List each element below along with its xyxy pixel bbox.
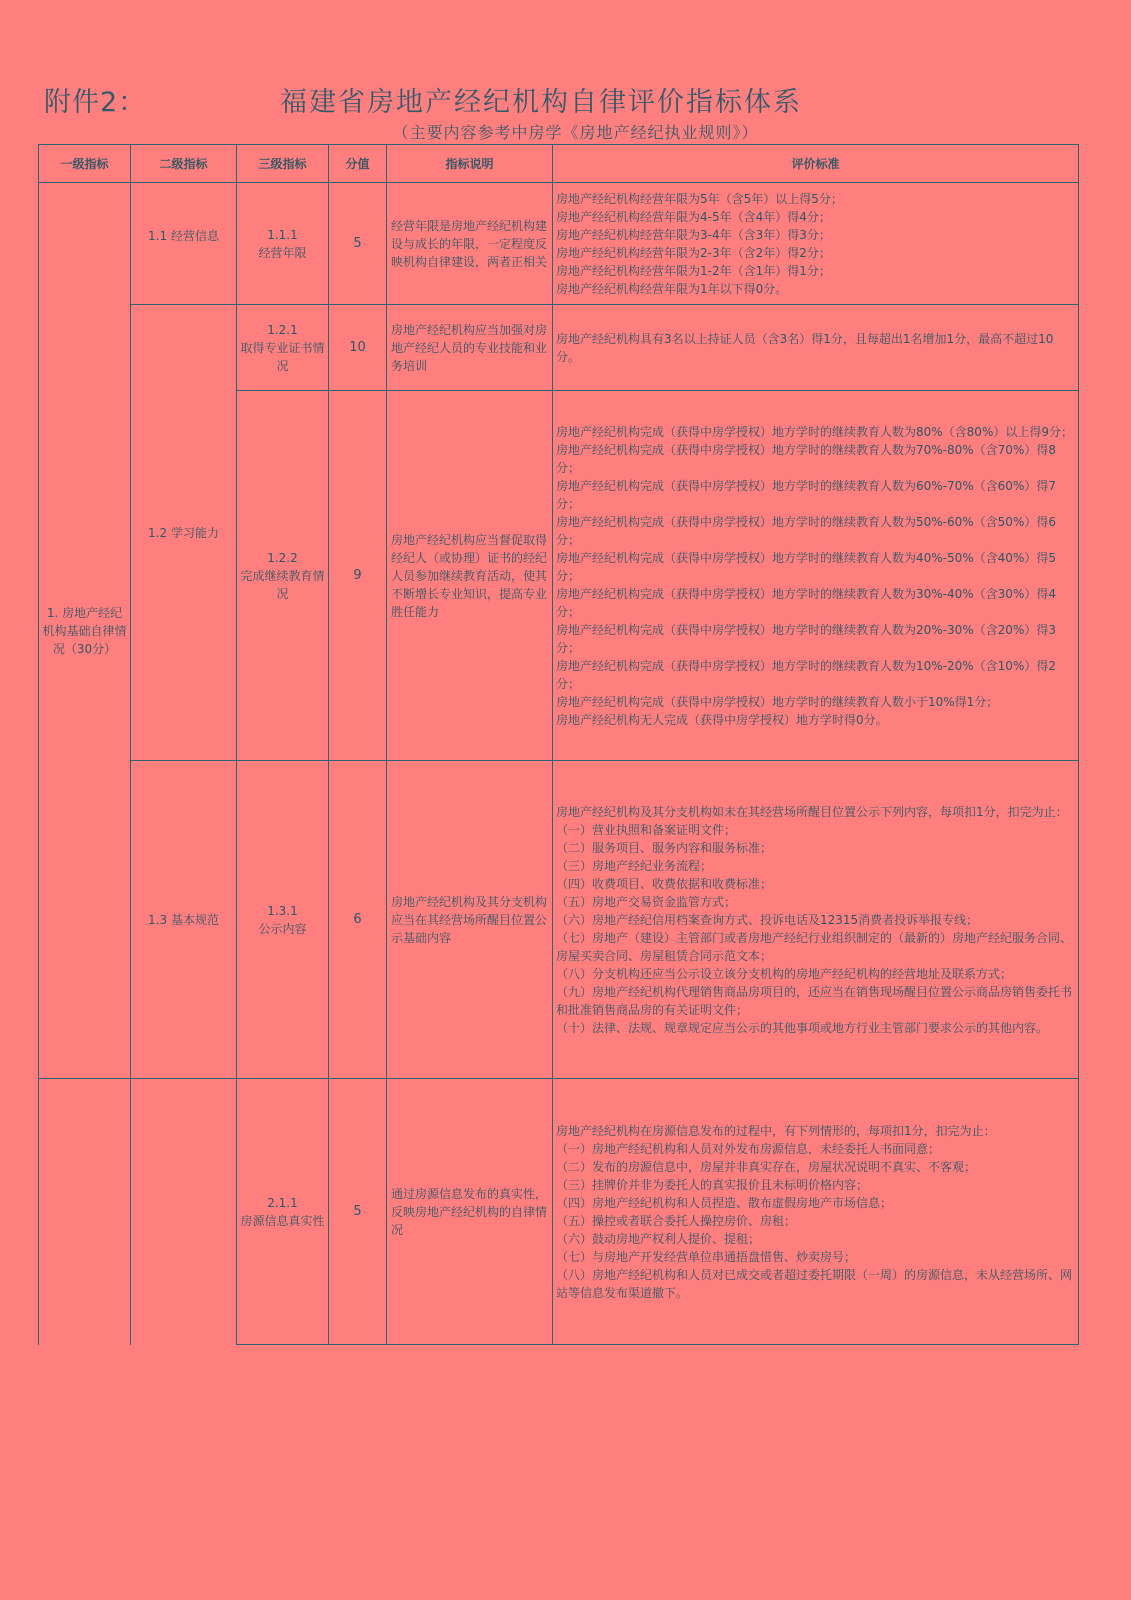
criteria-line: 房地产经纪机构完成（获得中房学授权）地方学时的继续教育人数为50%-60%（含50%）得6分； <box>556 514 1056 547</box>
level3-cell <box>237 183 329 305</box>
criteria-line: 房地产经纪机构经营年限为3-4年（含3年）得3分； <box>556 227 831 242</box>
table-row <box>39 183 1079 305</box>
criteria-line: （九）房地产经纪机构代理销售商品房项目的，还应当在销售现场醒目位置公示商品房销售委托书和批准销售商品房的有关证明文件； <box>556 984 1073 1017</box>
level3-name: 房源信息真实性 <box>240 1213 325 1228</box>
criteria-line: （六）鼓动房地产权利人提价、提租； <box>556 1231 761 1246</box>
criteria-line: （一）房地产经纪机构和人员对外发布房源信息，未经委托人书面同意； <box>556 1141 941 1156</box>
criteria-line: （三）挂牌价并非为委托人的真实报价且未标明价格内容； <box>556 1177 869 1192</box>
level3-name: 完成继续教育情况 <box>240 568 325 601</box>
criteria-line: 房地产经纪机构完成（获得中房学授权）地方学时的继续教育人数为70%-80%（含70%）得8分； <box>556 442 1056 475</box>
evaluation-index-table <box>38 144 1079 1345</box>
level1-cell <box>39 1079 131 1345</box>
criteria-line: 房地产经纪机构经营年限为1-2年（含1年）得1分； <box>556 263 831 278</box>
description-cell: 房地产经纪机构应当督促取得经纪人（或协理）证书的经纪人员参加继续教育活动，使其不断增长专业知识，提高专业胜任能力 <box>387 391 553 761</box>
criteria-cell <box>553 391 1079 761</box>
level3-code: 1.3.1 <box>267 903 298 918</box>
score-cell: 9 <box>329 391 387 761</box>
criteria-line: （五）房地产交易资金监管方式； <box>556 894 737 909</box>
column-header: 二级指标 <box>131 145 237 183</box>
level3-code: 1.2.2 <box>267 550 298 565</box>
document-subtitle: （主要内容参考中房学《房地产经纪执业规则》） <box>392 123 759 142</box>
column-header: 指标说明 <box>387 145 553 183</box>
criteria-line: 房地产经纪机构完成（获得中房学授权）地方学时的继续教育人数小于10%得1分； <box>556 694 999 709</box>
table-row <box>39 305 1079 391</box>
level3-cell <box>237 391 329 761</box>
criteria-line: 房地产经纪机构经营年限为4-5年（含4年）得4分； <box>556 209 831 224</box>
level3-code: 2.1.1 <box>267 1195 298 1210</box>
description-cell: 通过房源信息发布的真实性，反映房地产经纪机构的自律情况 <box>387 1079 553 1345</box>
level2-cell: 1.1 经营信息 <box>131 183 237 305</box>
criteria-line: 房地产经纪机构经营年限为1年以下得0分。 <box>556 281 788 296</box>
level3-code: 1.2.1 <box>267 322 298 337</box>
column-header: 三级指标 <box>237 145 329 183</box>
column-header: 一级指标 <box>39 145 131 183</box>
criteria-line: （四）房地产经纪机构和人员捏造、散布虚假房地产市场信息； <box>556 1195 893 1210</box>
description-cell: 房地产经纪机构及其分支机构应当在其经营场所醒目位置公示基础内容 <box>387 761 553 1079</box>
criteria-line: 房地产经纪机构经营年限为2-3年（含2年）得2分； <box>556 245 831 260</box>
criteria-cell <box>553 761 1079 1079</box>
criteria-line: 房地产经纪机构完成（获得中房学授权）地方学时的继续教育人数为10%-20%（含10%）得2分； <box>556 658 1056 691</box>
criteria-line: （六）房地产经纪信用档案查询方式、投诉电话及12315消费者投诉举报专线； <box>556 912 979 927</box>
criteria-line: 房地产经纪机构完成（获得中房学授权）地方学时的继续教育人数为30%-40%（含30%）得4分； <box>556 586 1056 619</box>
column-header: 评价标准 <box>553 145 1079 183</box>
criteria-line: （八）房地产经纪机构和人员对已成交或者超过委托期限（一周）的房源信息，未从经营场所、网站等信息发布渠道撤下。 <box>556 1267 1073 1300</box>
criteria-line: 房地产经纪机构完成（获得中房学授权）地方学时的继续教育人数为20%-30%（含20%）得3分； <box>556 622 1056 655</box>
table-row <box>39 1079 1079 1345</box>
level2-cell: 1.3 基本规范 <box>131 761 237 1079</box>
criteria-line: 房地产经纪机构完成（获得中房学授权）地方学时的继续教育人数为40%-50%（含40%）得5分； <box>556 550 1056 583</box>
criteria-cell <box>553 1079 1079 1345</box>
level3-name: 公示内容 <box>258 921 307 936</box>
criteria-line: （二）发布的房源信息中，房屋并非真实存在，房屋状况说明不真实、不客观； <box>556 1159 977 1174</box>
criteria-line: （四）收费项目、收费依据和收费标准； <box>556 876 773 891</box>
score-cell: 5 <box>329 1079 387 1345</box>
criteria-line: 房地产经纪机构完成（获得中房学授权）地方学时的继续教育人数为80%（含80%）以上得9分； <box>556 424 1073 439</box>
level2-cell <box>131 1079 237 1345</box>
criteria-cell <box>553 183 1079 305</box>
level3-name: 取得专业证书情况 <box>240 340 325 373</box>
criteria-line: （十）法律、法规、规章规定应当公示的其他事项或地方行业主管部门要求公示的其他内容。 <box>556 1020 1049 1035</box>
criteria-line: （八）分支机构还应当公示设立该分支机构的房地产经纪机构的经营地址及联系方式； <box>556 966 1013 981</box>
score-cell: 5 <box>329 183 387 305</box>
level3-cell <box>237 761 329 1079</box>
criteria-line: （七）房地产（建设）主管部门或者房地产经纪行业组织制定的（最新的）房地产经纪服务合同、房屋买卖合同、房屋租赁合同示范文本； <box>556 930 1073 963</box>
column-header: 分值 <box>329 145 387 183</box>
criteria-line: 房地产经纪机构经营年限为5年（含5年）以上得5分； <box>556 191 843 206</box>
criteria-line: （一）营业执照和备案证明文件； <box>556 822 737 837</box>
level1-cell: 1. 房地产经纪机构基础自律情况（30分） <box>39 183 131 1079</box>
score-cell: 10 <box>329 305 387 391</box>
level3-cell <box>237 305 329 391</box>
table-row <box>39 761 1079 1079</box>
document-title: 福建省房地产经纪机构自律评价指标体系 <box>280 87 802 118</box>
level3-code: 1.1.1 <box>267 227 298 242</box>
criteria-cell <box>553 305 1079 391</box>
criteria-line: （三）房地产经纪业务流程； <box>556 858 713 873</box>
criteria-line: 房地产经纪机构在房源信息发布的过程中，有下列情形的，每项扣1分，扣完为止： <box>556 1123 996 1138</box>
criteria-line: 房地产经纪机构无人完成（获得中房学授权）地方学时得0分。 <box>556 712 888 727</box>
criteria-line: （二）服务项目、服务内容和服务标准； <box>556 840 773 855</box>
criteria-line: 房地产经纪机构完成（获得中房学授权）地方学时的继续教育人数为60%-70%（含60%）得7分； <box>556 478 1056 511</box>
criteria-line: （五）操控或者联合委托人操控房价、房租； <box>556 1213 797 1228</box>
level3-name: 经营年限 <box>258 245 307 260</box>
criteria-line: 房地产经纪机构具有3名以上持证人员（含3名）得1分，且每超出1名增加1分，最高不超过10分。 <box>556 331 1054 364</box>
level3-cell <box>237 1079 329 1345</box>
level2-cell: 1.2 学习能力 <box>131 305 237 761</box>
description-cell: 房地产经纪机构应当加强对房地产经纪人员的专业技能和业务培训 <box>387 305 553 391</box>
description-cell: 经营年限是房地产经纪机构建设与成长的年限，一定程度反映机构自律建设，两者正相关 <box>387 183 553 305</box>
attachment-label: 附件2： <box>44 87 147 118</box>
table-header-row <box>39 145 1079 183</box>
criteria-line: （七）与房地产开发经营单位串通捂盘惜售、炒卖房号； <box>556 1249 857 1264</box>
score-cell: 6 <box>329 761 387 1079</box>
criteria-line: 房地产经纪机构及其分支机构如未在其经营场所醒目位置公示下列内容，每项扣1分，扣完为止： <box>556 804 1068 819</box>
